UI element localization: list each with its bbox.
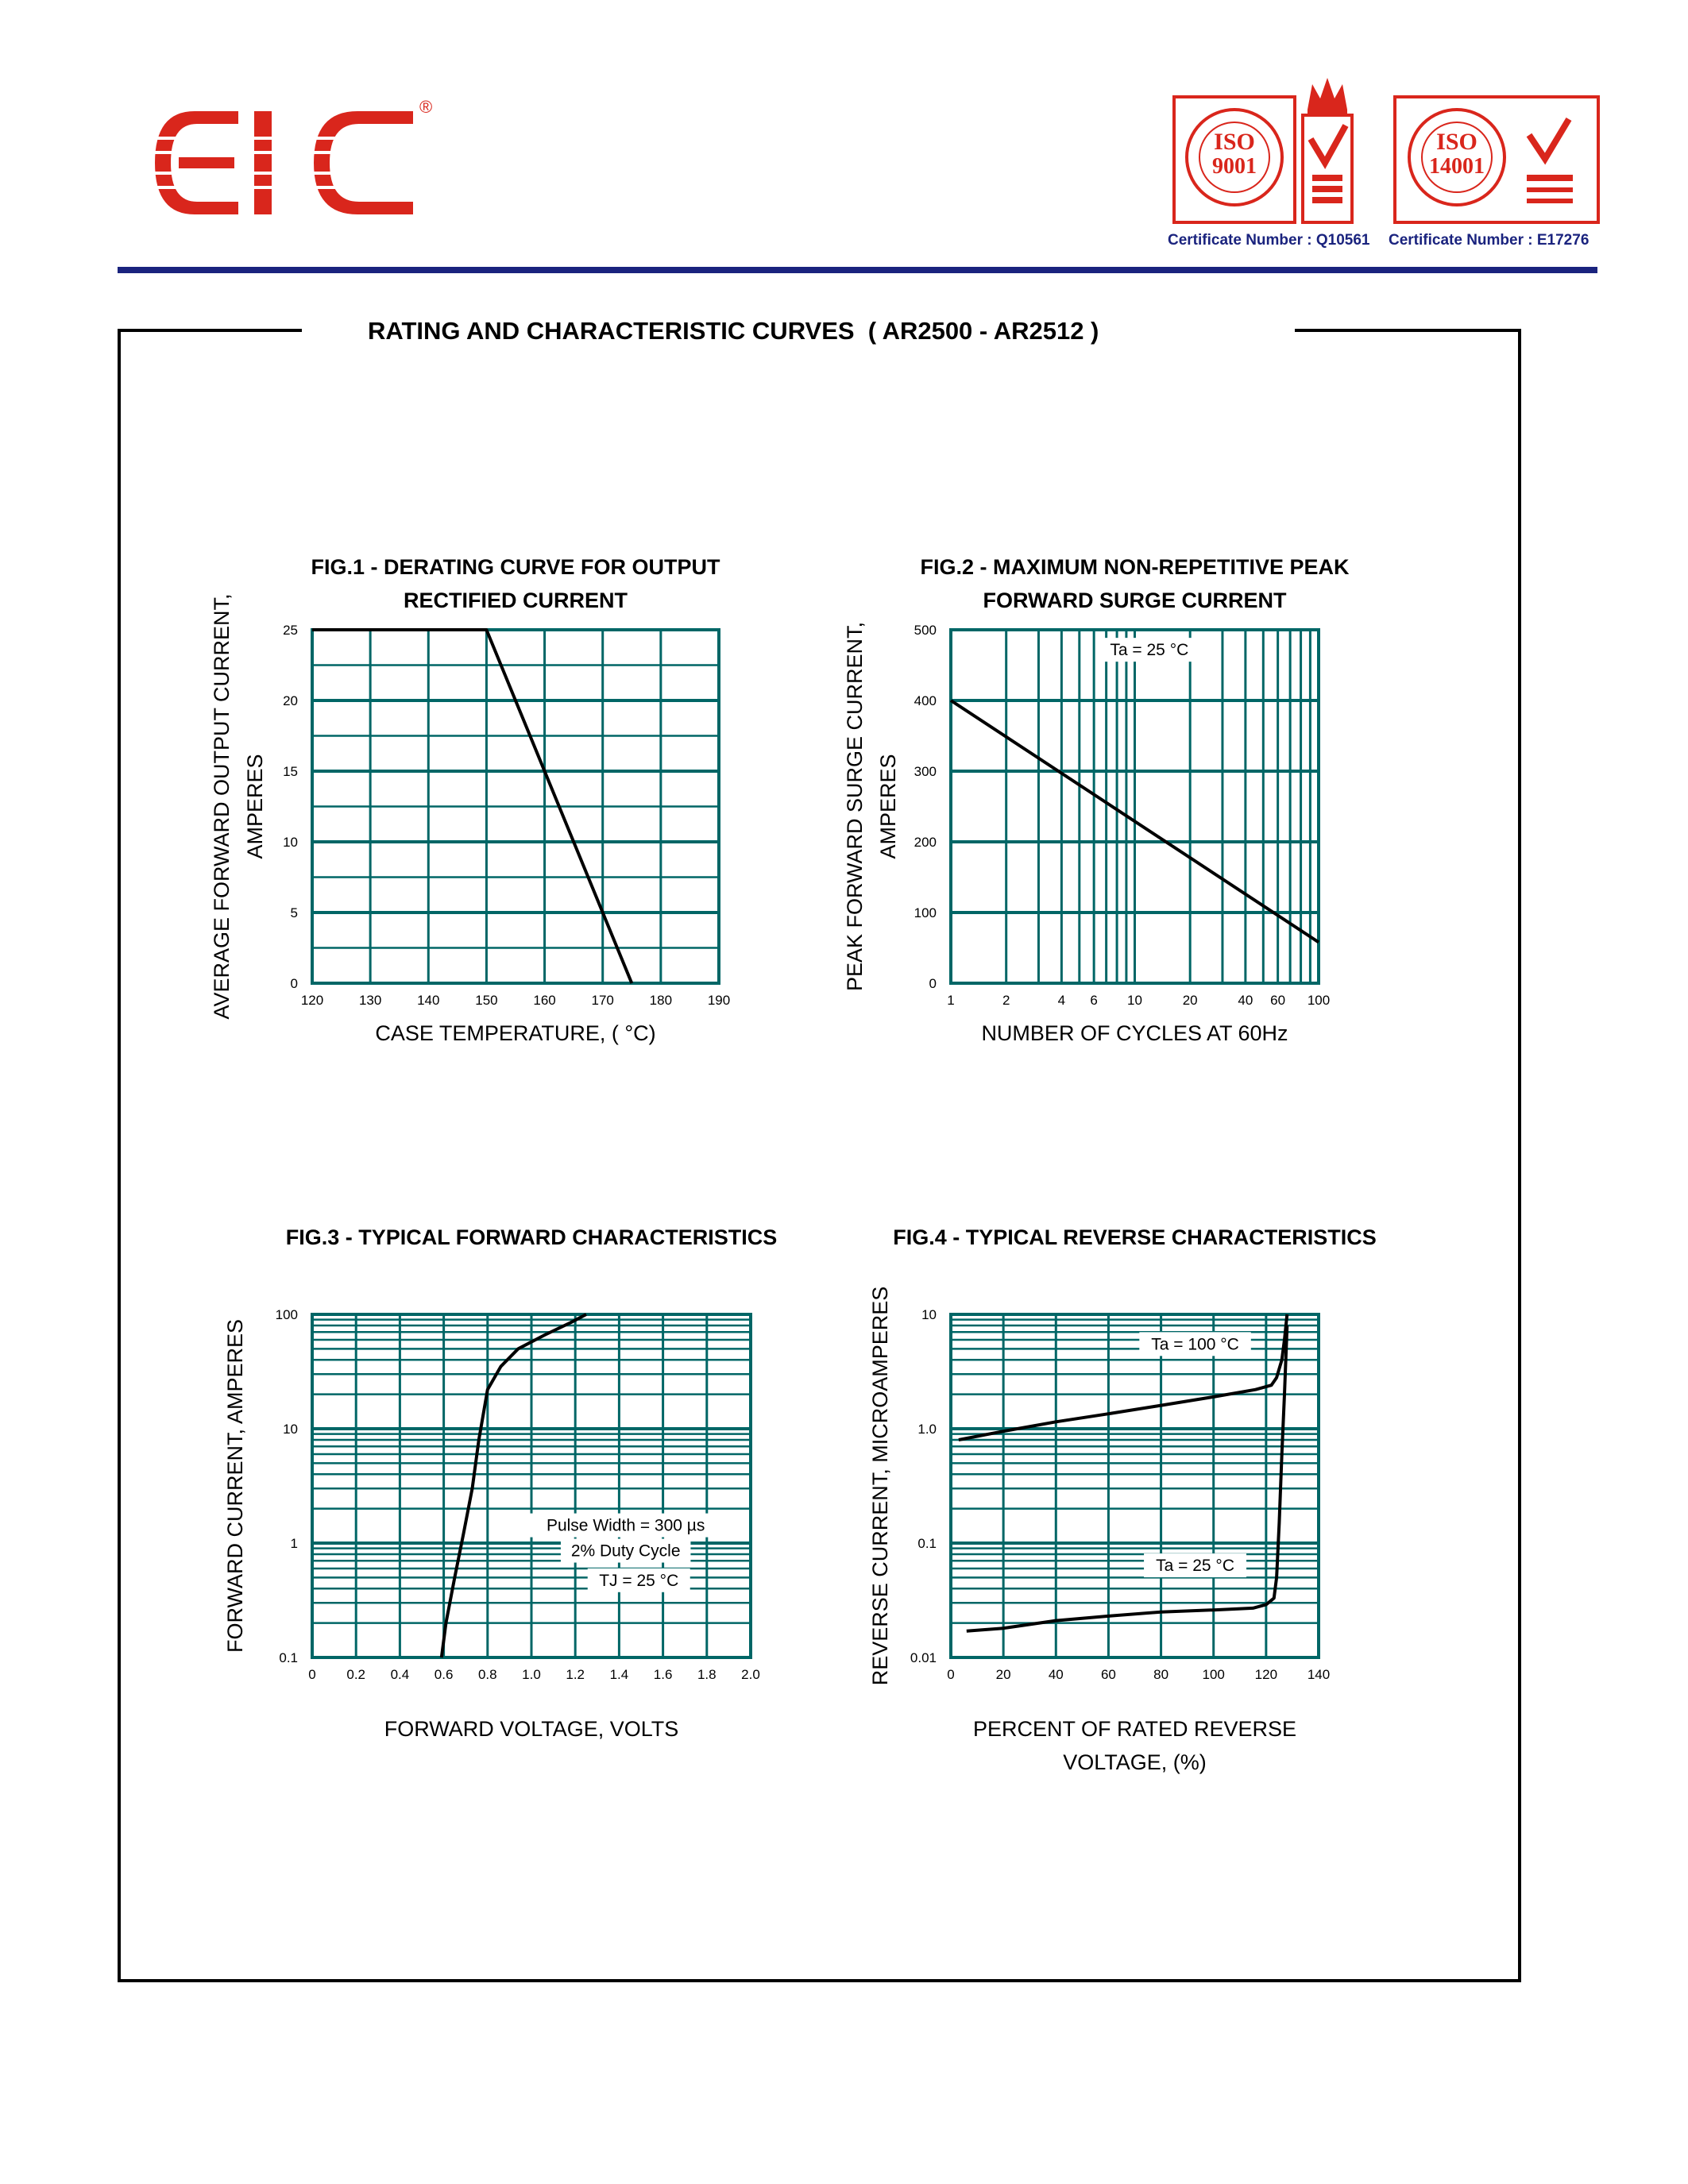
fig3-xtick-label: 1.8 bbox=[697, 1667, 717, 1682]
fig2-xtick-label: 20 bbox=[1182, 993, 1198, 1008]
fig2-xtick-label: 60 bbox=[1270, 993, 1286, 1008]
fig4-ytick-label: 0.01 bbox=[910, 1650, 937, 1665]
fig3-xtick-label: 0.6 bbox=[434, 1667, 454, 1682]
fig3-xtick-label: 0.4 bbox=[390, 1667, 410, 1682]
fig2-title-line: FORWARD SURGE CURRENT bbox=[983, 588, 1287, 612]
cert2-number: Certificate Number : E17276 bbox=[1389, 232, 1590, 249]
header-rule bbox=[118, 267, 1597, 273]
iso-14001-number: 14001 bbox=[1429, 154, 1485, 179]
fig1-xtick-label: 140 bbox=[417, 993, 440, 1008]
fig3-ytick-label: 1 bbox=[290, 1536, 298, 1551]
fig3-series-line bbox=[442, 1314, 586, 1657]
fig3-xlabel: FORWARD VOLTAGE, VOLTS bbox=[384, 1717, 679, 1741]
checkmark-icon bbox=[1529, 119, 1569, 159]
fig1-ytick-label: 10 bbox=[283, 835, 298, 850]
checkmark-icon bbox=[1311, 125, 1346, 163]
iso-9001-number: 9001 bbox=[1212, 154, 1257, 179]
fig3-xtick-label: 2.0 bbox=[741, 1667, 760, 1682]
fig3-chart bbox=[223, 1225, 777, 1741]
fig1-chart bbox=[210, 555, 730, 1045]
fig3-annotation: TJ = 25 °C bbox=[599, 1571, 679, 1590]
fig2-xtick-label: 2 bbox=[1002, 993, 1010, 1008]
fig3-ytick-label: 0.1 bbox=[279, 1650, 298, 1665]
fig2-ytick-label: 200 bbox=[914, 835, 937, 850]
fig3-annotation: Pulse Width = 300 µs bbox=[546, 1516, 705, 1535]
fig3-xtick-label: 1.2 bbox=[566, 1667, 585, 1682]
fig3-xtick-label: 1.0 bbox=[522, 1667, 541, 1682]
fig1-xtick-label: 120 bbox=[300, 993, 324, 1008]
fig1-xtick-label: 170 bbox=[591, 993, 614, 1008]
fig4-xtick-label: 80 bbox=[1153, 1667, 1169, 1682]
fig3-ytick-label: 100 bbox=[275, 1307, 298, 1322]
fig1-ylabel: AVERAGE FORWARD OUTPUT CURRENT, bbox=[210, 593, 234, 1020]
fig4-series-line bbox=[967, 1325, 1288, 1631]
fig4-ylabel: REVERSE CURRENT, MICROAMPERES bbox=[868, 1286, 892, 1686]
fig4-chart bbox=[868, 1225, 1377, 1774]
fig4-ytick-label: 1.0 bbox=[917, 1422, 937, 1437]
fig2-annotation: Ta = 25 °C bbox=[1110, 641, 1189, 660]
fig4-annotation: Ta = 25 °C bbox=[1156, 1557, 1235, 1576]
fig2-xtick-label: 10 bbox=[1127, 993, 1142, 1008]
fig1-xtick-label: 160 bbox=[533, 993, 556, 1008]
fig2-ylabel: PEAK FORWARD SURGE CURRENT, bbox=[843, 621, 867, 992]
fig2-xtick-label: 6 bbox=[1090, 993, 1098, 1008]
fig1-title-line: FIG.1 - DERATING CURVE FOR OUTPUT bbox=[311, 555, 720, 579]
fig4-xtick-label: 140 bbox=[1307, 1667, 1331, 1682]
fig1-xtick-label: 180 bbox=[649, 993, 673, 1008]
iso-14001-standard: ISO bbox=[1436, 129, 1477, 155]
fig3-title-line: FIG.3 - TYPICAL FORWARD CHARACTERISTICS bbox=[285, 1225, 778, 1249]
cert1-number: Certificate Number : Q10561 bbox=[1168, 232, 1370, 249]
charts-layer bbox=[210, 555, 1377, 1774]
fig2-ytick-label: 300 bbox=[914, 764, 937, 779]
eic-logo bbox=[151, 97, 432, 214]
fig4-xtick-label: 100 bbox=[1202, 1667, 1225, 1682]
fig1-ytick-label: 5 bbox=[290, 905, 298, 920]
fig2-title-line: FIG.2 - MAXIMUM NON-REPETITIVE PEAK bbox=[920, 555, 1350, 579]
fig3-ylabel: FORWARD CURRENT, AMPERES bbox=[223, 1318, 247, 1653]
fig4-xtick-label: 40 bbox=[1048, 1667, 1064, 1682]
fig1-ytick-label: 15 bbox=[283, 764, 298, 779]
fig3-xtick-label: 0 bbox=[308, 1667, 316, 1682]
fig3-xtick-label: 0.8 bbox=[477, 1667, 497, 1682]
fig1-ytick-label: 25 bbox=[283, 623, 298, 638]
fig4-xtick-label: 120 bbox=[1254, 1667, 1278, 1682]
fig1-xlabel: CASE TEMPERATURE, ( °C) bbox=[375, 1021, 656, 1045]
fig1-ytick-label: 20 bbox=[283, 693, 298, 708]
fig3-grid bbox=[312, 1314, 751, 1657]
iso-9001-standard: ISO bbox=[1214, 129, 1255, 155]
crown-icon bbox=[1308, 78, 1347, 116]
registered-mark: ® bbox=[419, 97, 433, 117]
iso-14001-badge bbox=[1395, 97, 1598, 222]
fig4-xtick-label: 0 bbox=[947, 1667, 955, 1682]
fig2-xtick-label: 100 bbox=[1307, 993, 1331, 1008]
fig4-xtick-label: 60 bbox=[1100, 1667, 1116, 1682]
fig2-ytick-label: 100 bbox=[914, 905, 937, 920]
iso-9001-badge bbox=[1174, 78, 1352, 222]
fig4-title-line: FIG.4 - TYPICAL REVERSE CHARACTERISTICS bbox=[893, 1225, 1377, 1249]
fig2-xlabel: NUMBER OF CYCLES AT 60Hz bbox=[981, 1021, 1288, 1045]
fig1-xtick-label: 130 bbox=[358, 993, 382, 1008]
fig2-ytick-label: 500 bbox=[914, 623, 937, 638]
fig4-xlabel: PERCENT OF RATED REVERSE bbox=[972, 1717, 1297, 1741]
page-title: RATING AND CHARACTERISTIC CURVES ( AR2500 - AR2512 ) bbox=[368, 317, 1099, 345]
fig1-xtick-label: 190 bbox=[707, 993, 731, 1008]
fig1-ylabel: AMPERES bbox=[243, 754, 267, 859]
fig1-ytick-label: 0 bbox=[290, 976, 298, 991]
fig1-xtick-label: 150 bbox=[475, 993, 498, 1008]
fig4-ytick-label: 0.1 bbox=[917, 1536, 937, 1551]
fig2-xtick-label: 4 bbox=[1057, 993, 1066, 1008]
fig3-xtick-label: 1.4 bbox=[609, 1667, 629, 1682]
fig4-ytick-label: 10 bbox=[921, 1307, 937, 1322]
fig4-annotation: Ta = 100 °C bbox=[1151, 1335, 1239, 1354]
fig4-xlabel: VOLTAGE, (%) bbox=[1063, 1750, 1207, 1774]
fig2-ytick-label: 0 bbox=[929, 976, 937, 991]
fig3-xtick-label: 1.6 bbox=[653, 1667, 673, 1682]
fig4-xtick-label: 20 bbox=[995, 1667, 1011, 1682]
fig2-xtick-label: 1 bbox=[947, 993, 955, 1008]
fig1-title-line: RECTIFIED CURRENT bbox=[404, 588, 628, 612]
fig2-ylabel: AMPERES bbox=[876, 754, 900, 859]
fig1-grid bbox=[312, 630, 719, 983]
fig2-xtick-label: 40 bbox=[1238, 993, 1253, 1008]
fig2-grid bbox=[951, 630, 1319, 983]
fig2-chart bbox=[843, 555, 1350, 1045]
fig2-ytick-label: 400 bbox=[914, 693, 937, 708]
fig3-ytick-label: 10 bbox=[283, 1422, 298, 1437]
fig3-xtick-label: 0.2 bbox=[346, 1667, 366, 1682]
fig3-annotation: 2% Duty Cycle bbox=[570, 1542, 681, 1561]
